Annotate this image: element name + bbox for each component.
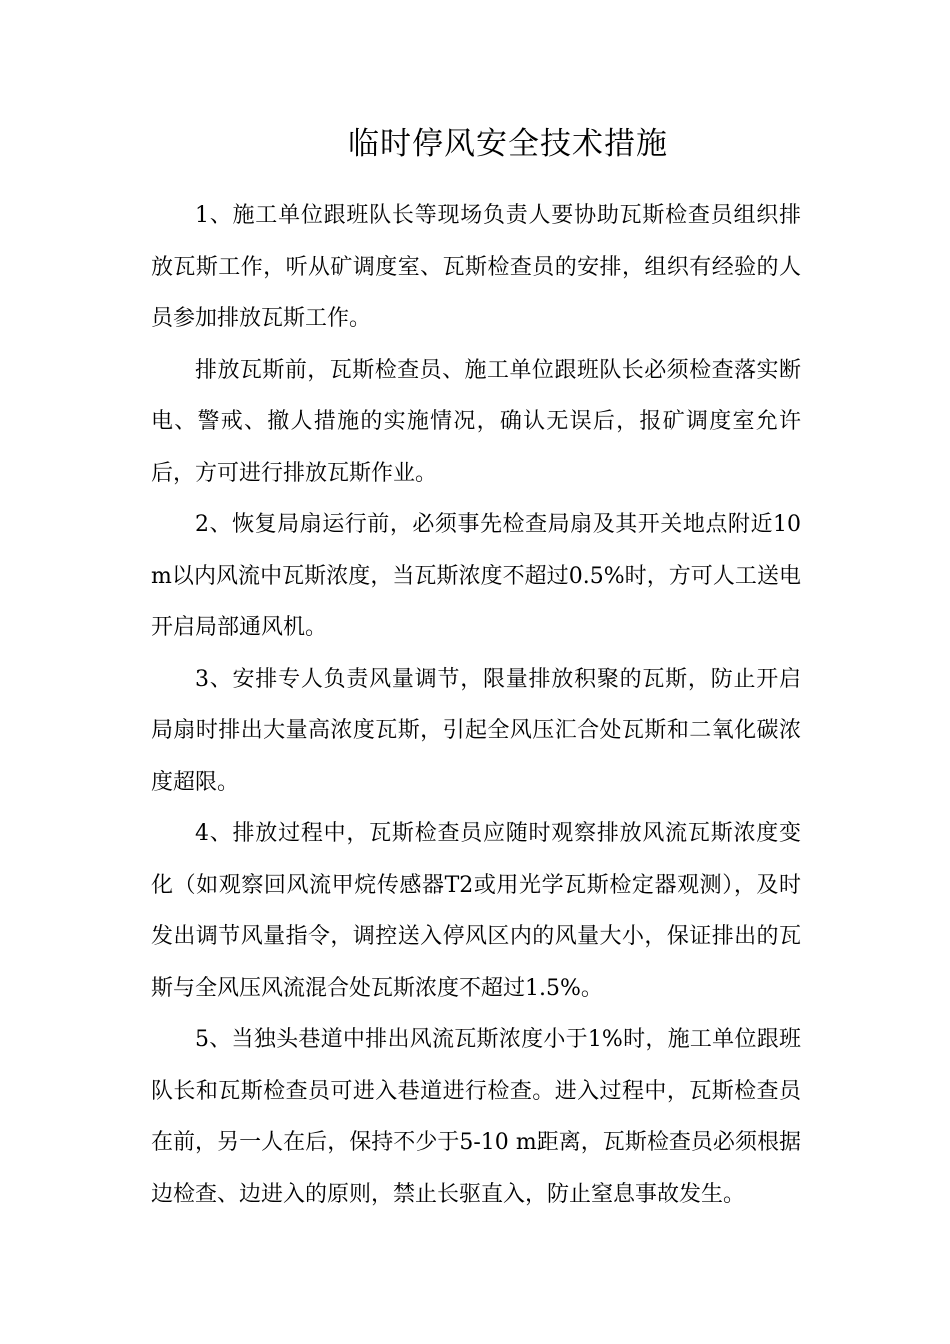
paragraph-1: 1、施工单位跟班队长等现场负责人要协助瓦斯检查员组织排放瓦斯工作，听从矿调度室、瓦斯检查员的安排，组织有经验的人员参加排放瓦斯工作。 [151, 203, 801, 331]
paragraph-5: 4、排放过程中，瓦斯检查员应随时观察排放风流瓦斯浓度变化（如观察回风流甲烷传感器T2或用光学瓦斯检定器观测），及时发出调节风量指令，调控送入停风区内的风量大小，保证排出的瓦斯与全风压风流混合处瓦斯浓度不超过1.5%。 [151, 821, 801, 1001]
document-body [151, 190, 801, 1220]
paragraph-3: 2、恢复局扇运行前，必须事先检查局扇及其开关地点附近10m以内风流中瓦斯浓度，当瓦斯浓度不超过0.5%时，方可人工送电开启局部通风机。 [151, 512, 801, 640]
paragraph-4: 3、安排专人负责风量调节，限量排放积聚的瓦斯，防止开启局扇时排出大量高浓度瓦斯，引起全风压汇合处瓦斯和二氧化碳浓度超限。 [151, 666, 801, 795]
paragraph-6: 5、当独头巷道中排出风流瓦斯浓度小于1%时，施工单位跟班队长和瓦斯检查员可进入巷道进行检查。进入过程中，瓦斯检查员在前，另一人在后，保持不少于5-10 m距离，瓦斯检查员必须根据边检查、边进入的原则，禁止长驱直入，防止窒息事故发生。 [151, 1027, 801, 1207]
paragraph-2: 排放瓦斯前，瓦斯检查员、施工单位跟班队长必须检查落实断电、警戒、撤人措施的实施情况，确认无误后，报矿调度室允许后，方可进行排放瓦斯作业。 [151, 357, 801, 486]
document-title: 临时停风安全技术措施 [348, 126, 668, 162]
